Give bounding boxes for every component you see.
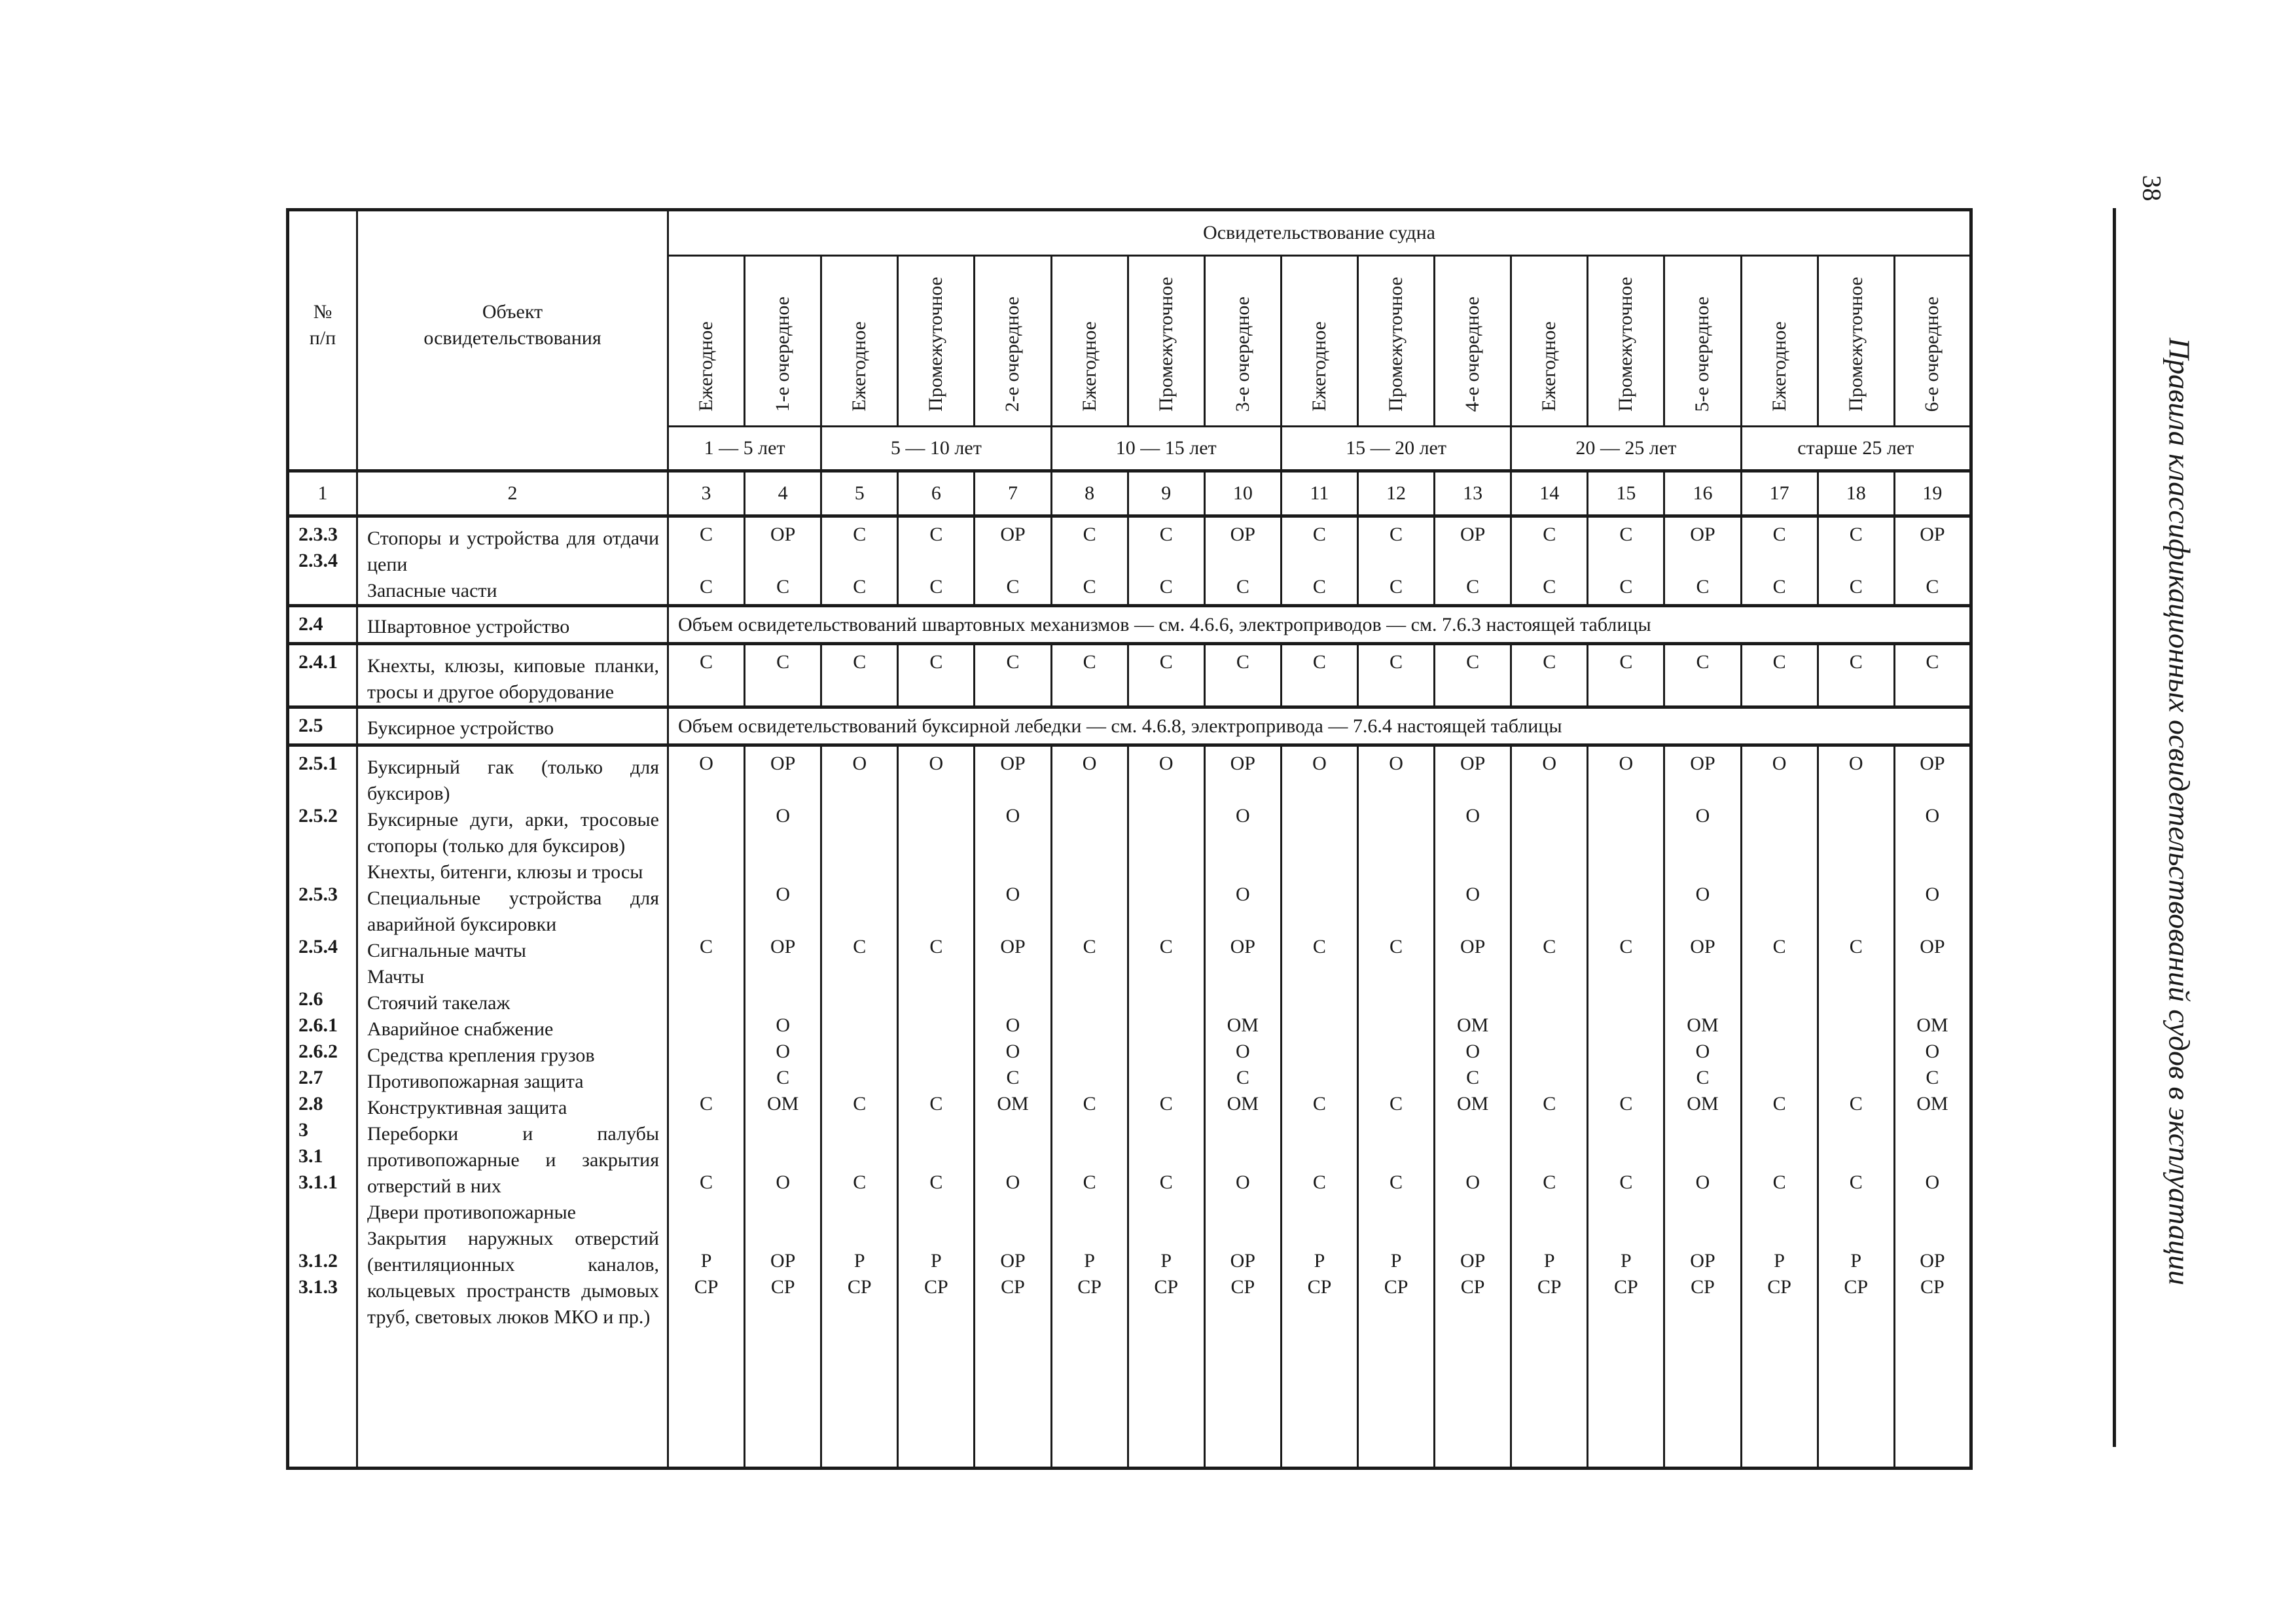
survey-cell: С С [1588, 516, 1664, 606]
header-range: 10 — 15 лет [1051, 427, 1281, 471]
column-index: 15 [1588, 471, 1664, 516]
header-type [975, 256, 1051, 427]
item-object-text: Стопоры и устройства для отдачи цепи Запасные части [367, 527, 659, 601]
table-row [288, 644, 1971, 707]
header-range: старше 25 лет [1741, 427, 1971, 471]
column-index: 12 [1357, 471, 1434, 516]
column-index: 3 [668, 471, 745, 516]
table-row [288, 516, 1971, 606]
column-index: 14 [1511, 471, 1588, 516]
header-type [1357, 256, 1434, 427]
page-number: 38 [2137, 175, 2167, 202]
item-object-text: Кнехты, клюзы, киповые планки, тросы и другое оборудование [367, 655, 659, 703]
survey-cell: С С [1128, 516, 1204, 606]
item-object-text: Буксирный гак (только для буксиров) Буксирные дуги, арки, тросовые стопоры (только для буксиров) Кнехты, битенги, клюзы и тросы Специальные устройства для аварийной буксировки Сигнальные мачты Мачты Стоячий такелаж Аварийное снабжение Средства крепления грузов Противопожарная защита Конструктивная защита Переборки и палубы противопожарные и закрытия отверстий в них Двери противопожарные Закрытия наружных отверстий (вентиляционных каналов, кольцевых пространств дымовых труб, световых люков МКО и пр.) [367, 757, 659, 1328]
survey-cell: О С С С Р СР [1588, 745, 1664, 1469]
item-number: 2.5 [288, 707, 357, 745]
survey-cell: ОР О О ОР О О С ОМ О ОР СР [745, 745, 821, 1469]
survey-cell: С С [668, 516, 745, 606]
survey-cell: О С С С Р СР [898, 745, 975, 1469]
survey-cell: С [1664, 644, 1741, 707]
header-range: 1 — 5 лет [668, 427, 821, 471]
header-type [1894, 256, 1971, 427]
survey-cell: ОР О О ОР ОМ О С ОМ О ОР СР [1894, 745, 1971, 1469]
header-type-label: 3-е очередное [1231, 296, 1253, 412]
item-number: 2.4 [288, 606, 357, 644]
header-type [1664, 256, 1741, 427]
header-no: № п/п [288, 210, 357, 471]
header-type [1128, 256, 1204, 427]
survey-cell: С [1281, 644, 1357, 707]
item-number: 2.5.1 2.5.2 2.5.3 2.5.4 2.6 2.6.1 2.6.2 2.7 2.8 3 3.1 3.1.1 3.1.2 3.1.3 [288, 745, 357, 1469]
header-type [1511, 256, 1588, 427]
header-type-label: 4-е очередное [1462, 296, 1484, 412]
survey-cell: О С С С Р СР [668, 745, 745, 1469]
column-index: 2 [357, 471, 668, 516]
survey-cell: ОР С [1664, 516, 1741, 606]
survey-cell: С [1511, 644, 1588, 707]
header-type [1588, 256, 1664, 427]
survey-cell: ОР О О ОР ОМ О С ОМ О ОР СР [1204, 745, 1281, 1469]
survey-cell: С [1051, 644, 1128, 707]
column-index: 1 [288, 471, 357, 516]
header-type-label: Ежегодное [1538, 321, 1560, 412]
survey-cell: С [898, 644, 975, 707]
survey-cell: С [1435, 644, 1511, 707]
header-range: 20 — 25 лет [1511, 427, 1741, 471]
column-index: 16 [1664, 471, 1741, 516]
header-type-label: Промежуточное [925, 277, 947, 412]
header-type-label: 2-е очередное [1001, 296, 1024, 412]
item-object [357, 745, 668, 1469]
item-number: 2.4.1 [288, 644, 357, 707]
survey-cell: О С С С Р СР [1818, 745, 1894, 1469]
survey-cell: ОР С [1435, 516, 1511, 606]
survey-cell: С [1357, 644, 1434, 707]
side-rule [2113, 208, 2116, 1447]
survey-table [286, 208, 1973, 1470]
table-row [288, 745, 1971, 1469]
header-type-label: Ежегодное [1078, 321, 1100, 412]
column-index: 17 [1741, 471, 1818, 516]
survey-cell: ОР С [975, 516, 1051, 606]
header-type-label: Промежуточное [1155, 277, 1177, 412]
survey-cell: О С С С Р СР [1128, 745, 1204, 1469]
survey-cell: ОР С [1204, 516, 1281, 606]
header-type-label: 6-е очередное [1921, 296, 1943, 412]
header-type-label: 1-е очередное [772, 296, 794, 412]
column-index: 8 [1051, 471, 1128, 516]
header-range: 15 — 20 лет [1281, 427, 1511, 471]
column-index: 6 [898, 471, 975, 516]
survey-cell: О С С С Р СР [1741, 745, 1818, 1469]
survey-cell: О С С С Р СР [1281, 745, 1357, 1469]
survey-cell: С С [1818, 516, 1894, 606]
header-type [898, 256, 975, 427]
survey-cell: С [975, 644, 1051, 707]
column-index: 11 [1281, 471, 1357, 516]
item-object [357, 606, 668, 644]
survey-cell: ОР С [1894, 516, 1971, 606]
scope-note: Объем освидетельствований швартовных механизмов — см. 4.6.6, электроприводов — см. 7.6.3 настоящей таблицы [668, 606, 1971, 644]
item-object [357, 516, 668, 606]
header-type [1281, 256, 1357, 427]
column-index: 13 [1435, 471, 1511, 516]
scope-note: Объем освидетельствований буксирной лебедки — см. 4.6.8, электропривода — 7.6.4 настоящей таблицы [668, 707, 1971, 745]
item-object-text: Буксирное устройство [367, 717, 554, 739]
header-type-label: Ежегодное [695, 321, 717, 412]
survey-cell: С [1128, 644, 1204, 707]
column-index: 18 [1818, 471, 1894, 516]
header-type [1741, 256, 1818, 427]
survey-cell: С [1818, 644, 1894, 707]
survey-cell: С [1741, 644, 1818, 707]
survey-cell: С [1588, 644, 1664, 707]
survey-cell: ОР О О ОР ОМ О С ОМ О ОР СР [1435, 745, 1511, 1469]
header-type-label: Ежегодное [848, 321, 870, 412]
column-index: 5 [821, 471, 898, 516]
survey-cell: С С [1741, 516, 1818, 606]
header-type-label: Промежуточное [1385, 277, 1407, 412]
survey-cell: ОР О О ОР ОМ О С ОМ О ОР СР [1664, 745, 1741, 1469]
survey-cell: С С [1357, 516, 1434, 606]
survey-cell: С С [1281, 516, 1357, 606]
item-number: 2.3.3 2.3.4 [288, 516, 357, 606]
survey-cell: ОР С [745, 516, 821, 606]
column-index: 10 [1204, 471, 1281, 516]
item-object [357, 644, 668, 707]
header-type-label: Ежегодное [1308, 321, 1330, 412]
header-type-label: Ежегодное [1768, 321, 1790, 412]
header-object: Объект освидетельствования [357, 210, 668, 471]
header-type [1204, 256, 1281, 427]
header-type-label: 5-е очередное [1691, 296, 1713, 412]
item-object [357, 707, 668, 745]
side-title: Правила классификационных освидетельствований судов в эксплуатации [2162, 337, 2197, 1286]
header-type [668, 256, 745, 427]
header-type-label: Промежуточное [1844, 277, 1867, 412]
survey-cell: О С С С Р СР [1511, 745, 1588, 1469]
header-type [821, 256, 898, 427]
survey-cell: С [1204, 644, 1281, 707]
header-type-label: Промежуточное [1615, 277, 1637, 412]
survey-cell: С С [898, 516, 975, 606]
table-row [288, 707, 1971, 745]
survey-cell: О С С С Р СР [1051, 745, 1128, 1469]
survey-cell: С [1894, 644, 1971, 707]
survey-cell: С [668, 644, 745, 707]
column-index: 19 [1894, 471, 1971, 516]
survey-cell: С С [1511, 516, 1588, 606]
survey-cell: С [745, 644, 821, 707]
header-index-row [288, 471, 1971, 516]
table-row [288, 606, 1971, 644]
header-range: 5 — 10 лет [821, 427, 1051, 471]
survey-cell: ОР О О ОР О О С ОМ О ОР СР [975, 745, 1051, 1469]
header-type [745, 256, 821, 427]
survey-cell: О С С С Р СР [821, 745, 898, 1469]
survey-cell: С С [821, 516, 898, 606]
header-type [1435, 256, 1511, 427]
item-object-text: Швартовное устройство [367, 615, 570, 637]
survey-cell: О С С С Р СР [1357, 745, 1434, 1469]
column-index: 4 [745, 471, 821, 516]
column-index: 7 [975, 471, 1051, 516]
survey-cell: С С [1051, 516, 1128, 606]
column-index: 9 [1128, 471, 1204, 516]
survey-cell: С [821, 644, 898, 707]
header-survey: Освидетельствование судна [668, 210, 1971, 256]
header-type [1051, 256, 1128, 427]
header-type [1818, 256, 1894, 427]
